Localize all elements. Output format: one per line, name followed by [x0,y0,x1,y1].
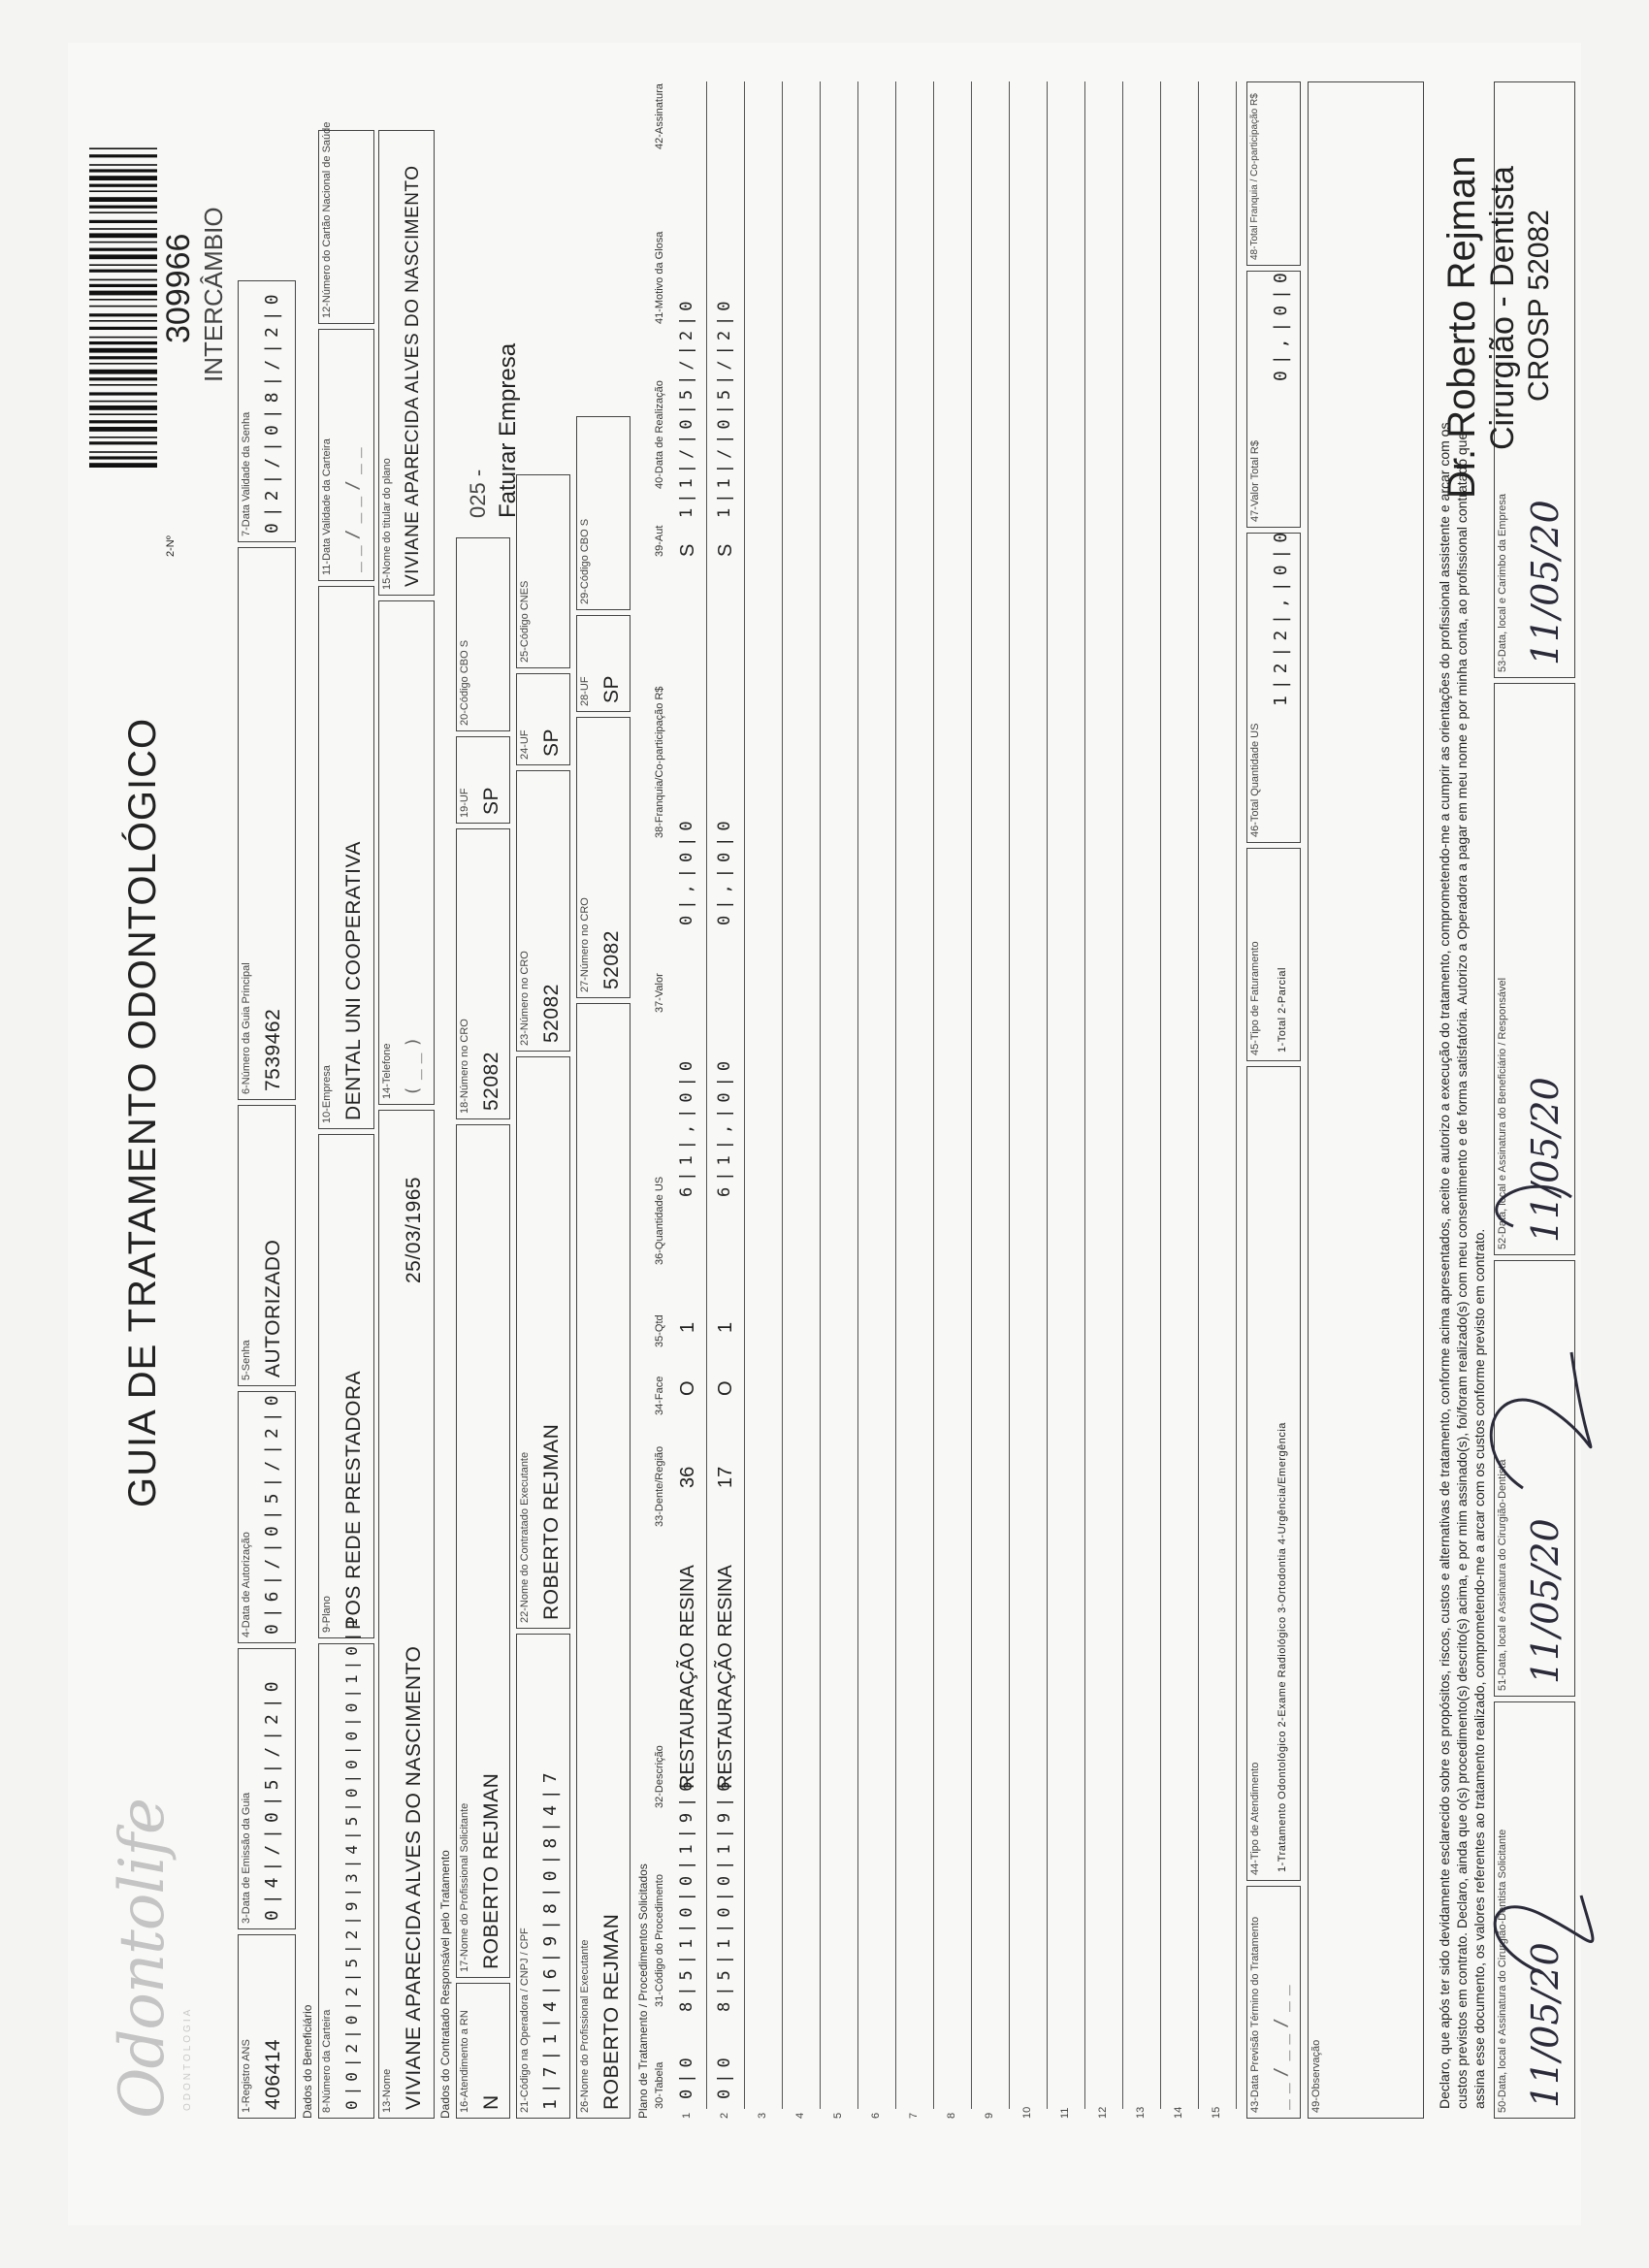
field-label: 5-Senha [241,1340,252,1380]
row-tabela: 0|0 [715,2052,734,2099]
field-value: 1|2|2|,|0|0 [1271,526,1291,706]
row-codigo: 8|5|1|0|0|1|9|6 [715,1775,734,2012]
column-header: 35-Qtd [654,1314,665,1347]
field-cro-solicitante [456,828,510,1119]
field-label: 20-Código CBO S [459,639,470,726]
field-value: 7539462 [262,1008,284,1091]
field-tipo-faturamento [1246,848,1301,1061]
field-tipo-atendimento [1246,1066,1301,1881]
field-value: 0|0|2|0|2|5|2|9|3|4|5|0|0|0|0|1|0|1 [342,1612,361,2110]
plan-row [1012,81,1048,2119]
field-value: SP [600,674,623,703]
field-value: SP [540,728,563,757]
field-label: 51-Data, local e Assinatura do Cirurgião-Dentista [1497,1459,1508,1691]
section-contratado: Dados do Contratado Responsável pelo Tratamento [438,1850,452,2119]
field-label: 53-Data, local e Carimbo da Empresa [1497,493,1508,672]
birth-date: 25/03/1965 [403,1176,425,1283]
row-valor: 0|,|0|0 [677,815,696,925]
field-senha [238,1105,296,1386]
field-value: POS REDE PRESTADORA [342,1371,365,1630]
row-qtd: 1 [677,1321,698,1333]
plan-row [785,81,821,2119]
row-valor: 0|,|0|0 [715,815,734,925]
row-qtd: 1 [715,1321,736,1333]
field-nome [378,1110,435,2119]
field-label: 1-Registro ANS [241,2039,252,2113]
field-label: 47-Valor Total R$ [1249,440,1261,522]
stamp-cro: CROSP 52082 [1523,210,1555,402]
field-label: 27-Número no CRO [579,897,591,992]
field-validade-senha [238,280,296,542]
field-value: AUTORIZADO [262,1239,284,1377]
field-validade-carteira [318,329,374,581]
plan-row [1050,81,1085,2119]
field-value: 1|7|1|4|6|9|8|0|8|4|7 [540,1766,561,2110]
handwritten-date: 11/05/20 [1524,1942,1567,2108]
plan-row [1087,81,1123,2119]
field-value: DENTAL UNI COOPERATIVA [342,841,365,1120]
row-n: 6 [870,2112,882,2119]
field-label: 12-Número do Cartão Nacional de Saúde [321,121,333,318]
signature-scribbles [1455,1158,1610,2031]
field-observacao [1308,81,1424,2119]
row-n: 1 [681,2112,693,2119]
row-n: 5 [832,2112,844,2119]
row-n: 11 [1059,2107,1071,2119]
plan-row [823,81,858,2119]
field-label: 25-Código CNES [519,580,531,663]
field-cnes [516,474,570,668]
field-value: 0|,|0|0 [1271,267,1291,381]
section-beneficiario: Dados do Beneficiário [301,2004,314,2119]
row-aut: S [677,543,698,557]
field-label: 24-UF [519,729,531,760]
row-n: 15 [1211,2106,1222,2119]
field-label: 18-Número no CRO [459,1019,470,1114]
handwritten-date: 11/05/20 [1524,500,1567,665]
column-header: 37-Valor [654,973,665,1013]
field-value: VIVIANE APARECIDA ALVES DO NASCIMENTO [403,1645,425,2110]
field-plano [318,1134,374,1638]
field-value: N [480,2094,502,2110]
field-label: 11-Data Validade da Carteira [321,438,333,575]
row-us: 6|1|,|0|0 [715,1054,734,1197]
guia-subtitle: INTERCÂMBIO [199,207,228,382]
field-label: 4-Data de Autorização [241,1532,252,1637]
field-value: 0|4|/|0|5|/|2|0 [262,1675,282,1921]
plan-row [747,81,783,2119]
section-plano: Plano de Tratamento / Procedimentos Solicitados [636,1863,650,2119]
column-header: 31-Código do Procedimento [654,1874,665,2007]
field-value: ROBERTO REJMAN [600,1913,623,2110]
field-label: 9-Plano [321,1596,333,1633]
row-data: 1|1|/|0|5|/|2|0 [715,296,734,518]
field-value: 52082 [480,1052,502,1111]
field-label: 7-Data Validade da Senha [241,411,252,536]
plan-row [1163,81,1199,2119]
column-header: 34-Face [654,1376,665,1415]
field-atendimento-rn [456,1983,510,2119]
field-label: 29-Código CBO S [579,518,591,604]
guia-number: 309966 [160,233,197,343]
field-telefone [378,600,435,1105]
field-total-franquia [1246,81,1301,266]
field-label: 13-Nome [381,2068,393,2113]
field-valor-total [1246,267,1301,528]
field-uf-executante [516,673,570,765]
row-aut: S [715,543,736,557]
field-label: 19-UF [459,788,470,818]
plan-row [898,81,934,2119]
field-empresa [318,586,374,1129]
row-n: 12 [1097,2106,1109,2119]
row-n: 7 [908,2112,920,2119]
field-data-previsao [1246,1886,1301,2119]
guia-number-label: 2-Nº [165,535,177,557]
field-label: 10-Empresa [321,1065,333,1123]
row-n: 4 [794,2112,806,2119]
handwritten-date: 11/05/20 [1524,1077,1567,1243]
field-label: 23-Número no CRO [519,951,531,1046]
field-data-autorizacao [238,1391,296,1643]
field-value: 52082 [600,930,623,989]
barcode-graphic [89,140,157,470]
field-cartao-nacional [318,121,374,324]
field-label: 43-Data Previsão Término do Tratamento [1249,1916,1261,2113]
field-value: 0|2|/|0|8|/|2|0 [262,288,282,534]
row-tabela: 0|0 [677,2052,696,2099]
row-face: O [715,1380,736,1396]
column-header: 41-Motivo da Glosa [654,231,665,324]
field-value: VIVIANE APARECIDA ALVES DO NASCIMENTO [403,165,423,587]
plan-row [671,81,707,2119]
field-value: 1-Total 2-Parcial [1277,967,1288,1053]
row-n: 3 [757,2112,768,2119]
row-descricao: RESTAURAÇÃO RESINA [677,1565,698,1789]
field-label: 15-Nome do titular do plano [381,458,393,590]
field-total-us [1246,526,1301,843]
plan-row [1125,81,1161,2119]
column-header: 30-Tabela [654,2061,665,2109]
row-n: 13 [1135,2106,1147,2119]
plan-row [974,81,1010,2119]
field-label: 52-Data, local e Assinatura do Beneficiário / Responsável [1497,977,1508,1249]
column-header: 39-Aut [654,525,665,557]
row-n: 9 [984,2112,995,2119]
field-label: 22-Nome do Contratado Executante [519,1451,531,1623]
field-value: ROBERTO REJMAN [480,1772,502,1969]
field-value: SP [480,786,502,815]
field-uf-solicitante [456,736,510,824]
stamp-role: Cirurgião - Dentista [1484,166,1521,450]
row-codigo: 8|5|1|0|0|1|9|6 [677,1775,696,2012]
row-dente: 36 [677,1466,698,1488]
field-label: 49-Observação [1310,2039,1322,2113]
row-face: O [677,1380,698,1396]
field-guia-principal [238,547,296,1100]
stamp-name: Dr. Roberto Rejman [1440,155,1483,499]
field-label: 16-Atendimento a RN [459,2010,470,2113]
treatment-form [68,43,1581,2225]
row-n: 14 [1173,2106,1184,2119]
field-label: 17-Nome do Profissional Solicitante [459,1802,470,1972]
field-label: 26-Nome do Profissional Executante [579,1939,591,2113]
field-label: 3-Data de Emissão da Guia [241,1792,252,1924]
field-cro-profissional [576,717,630,998]
field-label: 21-Código na Operadora / CNPJ / CPF [519,1928,531,2113]
field-value: 406414 [262,2038,284,2110]
field-label: 50-Data, local e Assinatura do Cirurgião-Dentista Solicitante [1497,1829,1508,2113]
field-cbo-profissional [576,416,630,610]
field-value: __/__/__ [342,441,363,572]
field-value: ROBERTO REJMAN [540,1423,563,1620]
row-us: 6|1|,|0|0 [677,1054,696,1197]
logo-tagline: ODONTOLOGIA [182,2006,193,2111]
column-header: 42-Assinatura [654,83,665,149]
field-label: 44-Tipo de Atendimento [1249,1762,1261,1875]
plan-row [709,81,745,2119]
plan-row [860,81,896,2119]
row-descricao: RESTAURAÇÃO RESINA [715,1565,736,1789]
row-n: 8 [946,2112,957,2119]
plan-row [1201,81,1237,2119]
field-value: (__) [403,1030,423,1096]
field-cbo-solicitante [456,537,510,731]
row-data: 1|1|/|0|5|/|2|0 [677,296,696,518]
column-header: 40-Data de Realização [654,380,665,489]
field-titular [378,130,435,596]
field-data-emissao [238,1648,296,1929]
field-registro-ans [238,1934,296,2119]
row-dente: 17 [715,1466,736,1488]
column-header: 38-Franquia/Co-participação R$ [654,686,665,838]
field-label: 45-Tipo de Faturamento [1249,941,1261,1055]
field-value: 0|6|/|0|5|/|2|0 [262,1389,282,1635]
field-profissional-solicitante [456,1124,510,1978]
field-uf-profissional [576,615,630,712]
field-value: __/__/__ [1271,1979,1291,2110]
row-n: 2 [719,2112,730,2119]
handwritten-date: 11/05/20 [1524,1518,1567,1684]
column-header: 32-Descrição [654,1745,665,1808]
field-profissional-executante [576,1003,630,2119]
field-contratado-executante [516,1056,570,1629]
field-label: 14-Telefone [381,1043,393,1099]
column-header: 33-Dente/Região [654,1445,665,1527]
plan-row [936,81,972,2119]
faturamento-code: 025 - [466,469,490,518]
field-codigo-operadora [516,1634,570,2119]
column-header: 36-Quantidade US [654,1176,665,1265]
barcode [89,140,157,470]
field-cro-executante [516,770,570,1052]
odontolife-logo: Odontolife [107,1798,178,2119]
field-label: 46-Total Quantidade US [1249,723,1261,837]
field-value: 1-Tratamento Odontológico 2-Exame Radiológico 3-Ortodontia 4-Urgência/Emergência [1277,1422,1288,1872]
form-title: GUIA DE TRATAMENTO ODONTOLÓGICO [121,717,164,1507]
field-value: 52082 [540,984,563,1043]
declaration-text: Declaro, que após ter sido devidamente esclarecido sobre os propósitos, riscos, custos e alternativas de tratamento, conforme acima apresentados, aceito e autorizo a execução do tratamento, comprometendo-me a cumprir as orientações do profissional assistente e arcar com os custos previstos em contrato. Declaro, ainda que o(s) procedimento(s) descrito(s) acima, e por mim assinado(s), foi/foram realizado(s) com meu consentimento e de forma satisfatória. Autorizo a Operadora a pagar em meu nome e por minha conta, ao profissional contratado que assina esse documento, os valores referentes ao tratamento realizado, comprometendo-me a arcar com os custos conforme previsto em contrato. [1437,422,1487,2109]
field-label: 8-Número da Carteira [321,2009,333,2113]
field-label: 28-UF [579,676,591,706]
row-n: 10 [1021,2106,1033,2119]
faturar-empresa-note: Faturar Empresa [495,342,521,518]
field-label: 48-Total Franquia / Co-participação R$ [1249,93,1260,260]
field-label: 6-Número da Guia Principal [241,962,252,1094]
